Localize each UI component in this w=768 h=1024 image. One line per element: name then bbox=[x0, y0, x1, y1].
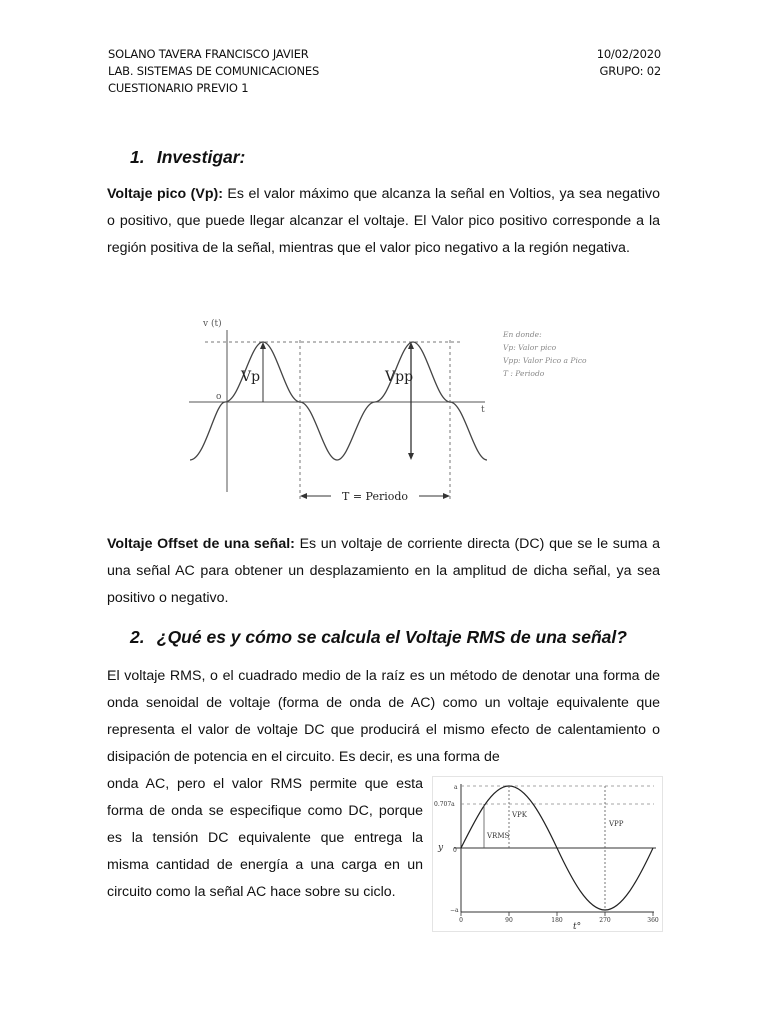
offset-text: Es un voltaje de corriente directa (DC) que se le suma a una señal AC para obtener un desplazamiento en la amplitud de dicha señal, ya sea positivo o negativo. bbox=[107, 536, 660, 606]
vp-paragraph bbox=[107, 181, 660, 262]
document-title: CUESTIONARIO PREVIO 1 bbox=[108, 81, 249, 95]
vpp-arrowhead-bottom bbox=[408, 453, 414, 460]
legend-line-1: En donde: bbox=[503, 330, 542, 339]
period-label: T = Periodo bbox=[341, 490, 409, 503]
header-group: GRUPO: 02 bbox=[599, 64, 661, 78]
x-tick-labels bbox=[459, 917, 659, 924]
vpp-label: Vpp bbox=[385, 369, 414, 385]
legend-line-3: Vpp: Valor Pico a Pico bbox=[503, 356, 587, 365]
period-arrowhead-left bbox=[300, 493, 307, 499]
y-bottom-label: −a bbox=[450, 907, 459, 914]
vpp-arrowhead-top bbox=[408, 342, 414, 349]
author-name: SOLANO TAVERA FRANCISCO JAVIER bbox=[108, 47, 309, 61]
x-tick-270: 270 bbox=[599, 917, 611, 924]
header-date: 10/02/2020 bbox=[596, 47, 661, 61]
y-axis-label: v (t) bbox=[203, 319, 222, 329]
rms-figure bbox=[432, 776, 664, 932]
course-name: LAB. SISTEMAS DE COMUNICACIONES bbox=[108, 64, 320, 78]
vp-term: Voltaje pico (Vp): bbox=[107, 186, 223, 202]
vpk-label: VPK bbox=[512, 811, 527, 819]
section-1-title: Investigar: bbox=[156, 147, 246, 167]
rms-level-label: 0.707a bbox=[434, 801, 455, 808]
y-top-label: a bbox=[454, 784, 458, 791]
y-zero-label: 0 bbox=[453, 847, 457, 854]
x-axis-label: t° bbox=[573, 922, 582, 932]
figure-legend bbox=[502, 330, 587, 378]
vp-text: Es el valor máximo que alcanza la señal en Voltios, ya sea negativo o positivo, que puede llegar alcanzar el voltaje. El Valor pico positivo corresponde a la región positiva de la señal, mientras que el valor pico negativo a la región negativa. bbox=[107, 186, 660, 256]
period-arrowhead-right bbox=[443, 493, 450, 499]
x-tick-180: 180 bbox=[551, 917, 563, 924]
peak-voltage-figure bbox=[185, 310, 615, 510]
section-1-number: 1. bbox=[130, 147, 145, 167]
legend-line-4: T : Periodo bbox=[503, 369, 545, 378]
offset-paragraph bbox=[107, 531, 660, 612]
sine-wave bbox=[190, 342, 487, 460]
section-2-title: ¿Qué es y cómo se calcula el Voltaje RMS de una señal? bbox=[156, 627, 627, 647]
offset-term: Voltaje Offset de una señal: bbox=[107, 536, 295, 552]
y-axis-label: y bbox=[438, 843, 444, 853]
x-axis-label: t bbox=[481, 405, 485, 415]
sine-wave-diagram bbox=[185, 310, 615, 510]
header-left bbox=[108, 46, 508, 97]
section-1-heading bbox=[130, 147, 245, 168]
rms-paragraph-2: onda AC, pero el valor RMS permite que esta forma de onda se especifique como DC, porque es la tensión DC equivalente que entrega la misma cantidad de energía a una carga en un circuito como la señal AC hace sobre su ciclo. bbox=[107, 776, 423, 900]
vp-label: Vp bbox=[241, 369, 261, 385]
legend-line-2: Vp: Valor pico bbox=[503, 343, 557, 352]
section-2-number: 2. bbox=[130, 627, 145, 647]
header-right bbox=[461, 46, 661, 80]
vrms-label: VRMS bbox=[487, 832, 510, 840]
figure-frame bbox=[433, 777, 663, 932]
vpp-label: VPP bbox=[609, 820, 624, 828]
x-tick-360: 360 bbox=[647, 917, 659, 924]
rms-sine-diagram bbox=[432, 776, 664, 932]
origin-label: o bbox=[216, 392, 222, 402]
rms-paragraph-1: El voltaje RMS, o el cuadrado medio de la raíz es un método de denotar una forma de onda senoidal de voltaje (forma de onda de AC) como un voltaje equivalente que representa el valor de voltaje DC que producirá el mismo efecto de calentamiento o disipación de potencia en el circuito. Es decir, es una forma de bbox=[107, 668, 660, 765]
x-tick-0: 0 bbox=[459, 917, 463, 924]
x-tick-90: 90 bbox=[505, 917, 513, 924]
section-2-heading bbox=[130, 627, 627, 648]
x-ticks bbox=[461, 912, 653, 916]
